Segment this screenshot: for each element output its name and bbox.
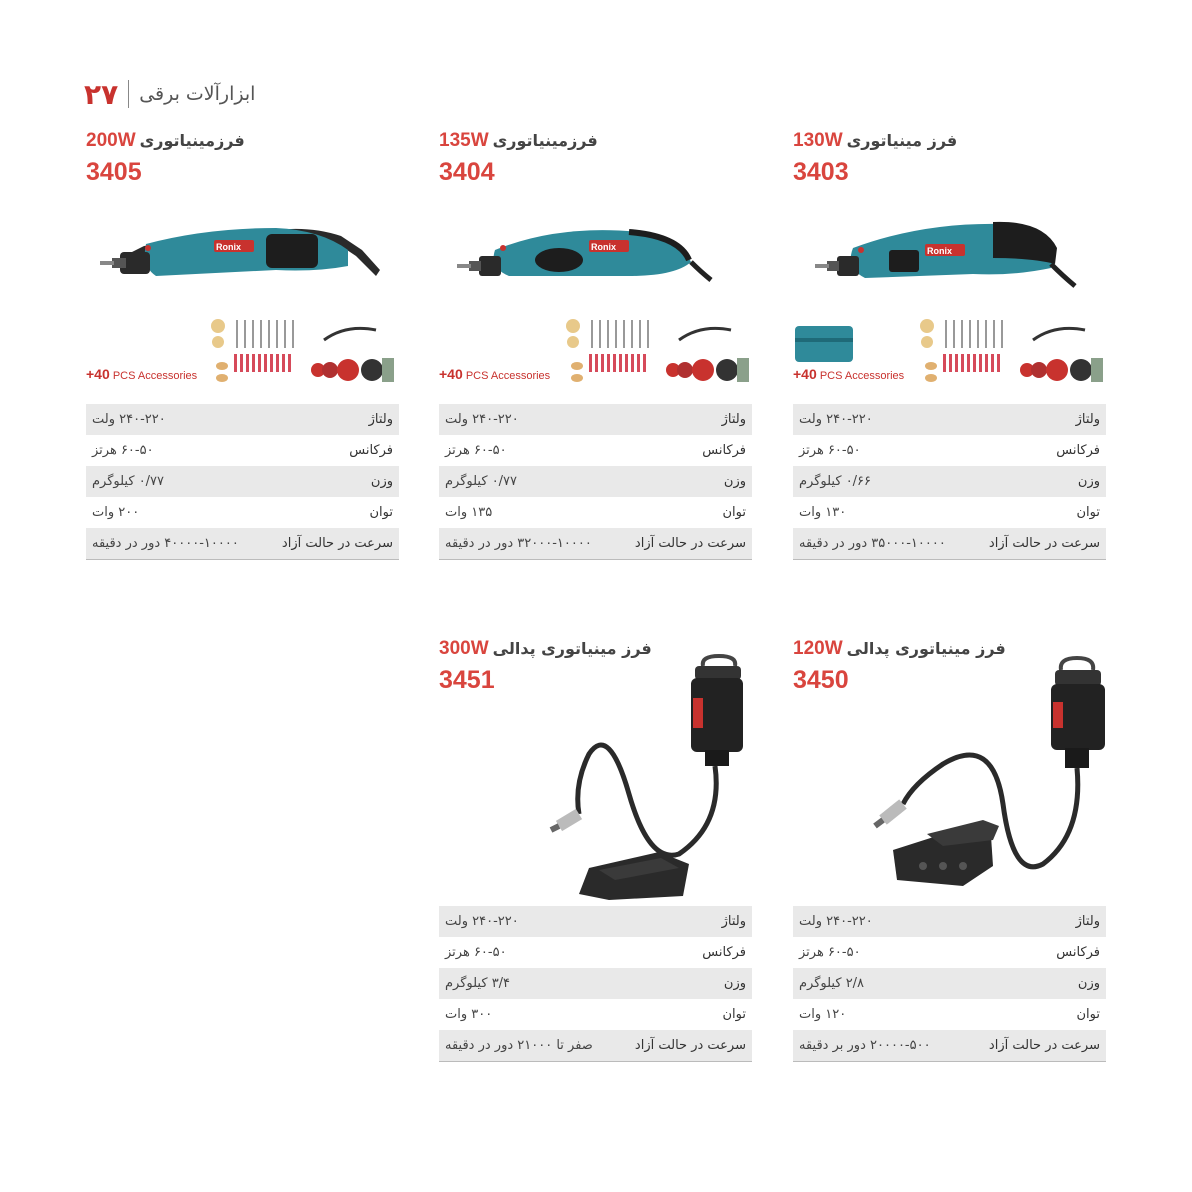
accessories-label — [439, 366, 550, 382]
spec-row — [793, 435, 1106, 466]
product-title — [439, 130, 752, 160]
product-wattage: 135W — [439, 130, 489, 151]
spec-value: ۲۴۰-۲۲۰ ولت — [445, 914, 519, 929]
spec-value: ۳۲۰۰۰-۱۰۰۰۰ دور در دقیقه — [445, 536, 592, 551]
accessories-panel — [793, 316, 1106, 388]
product-card-3451 — [439, 638, 752, 1068]
spec-label: توان — [1076, 1007, 1100, 1022]
spec-row — [86, 435, 399, 466]
spec-row — [793, 404, 1106, 435]
product-model: 3403 — [793, 158, 849, 186]
pendant-grinder-image — [439, 654, 752, 904]
product-name: فرز مینیاتوری — [846, 131, 958, 150]
spec-label: توان — [722, 505, 746, 520]
accessories-text: PCS Accessories — [819, 370, 905, 382]
accessories-label — [793, 366, 904, 382]
spec-row — [439, 466, 752, 497]
product-model: 3451 — [439, 666, 495, 694]
spec-value: ۲/۸ کیلوگرم — [799, 976, 865, 991]
product-title — [86, 130, 399, 160]
spec-row — [439, 1030, 752, 1061]
spec-label: وزن — [1077, 474, 1100, 489]
spec-value: ۶۰-۵۰ هرتز — [445, 945, 507, 960]
spec-row — [793, 497, 1106, 528]
spec-table — [86, 404, 399, 560]
page-number: ۲۷ — [84, 77, 119, 111]
product-card-3405 — [86, 130, 399, 570]
rotary-tool-image — [439, 206, 752, 306]
accessories-text: PCS Accessories — [112, 370, 198, 382]
product-name: فرزمینیاتوری — [139, 131, 245, 150]
spec-row — [793, 906, 1106, 937]
product-name: فرز مینیاتوری پدالی — [492, 639, 652, 658]
spec-row — [439, 999, 752, 1030]
spec-row — [793, 968, 1106, 999]
product-card-3450 — [793, 638, 1106, 1068]
spec-value: ۰/۶۶ کیلوگرم — [799, 474, 872, 489]
spec-label: ولتاژ — [721, 914, 746, 929]
spec-value: ۳۰۰ وات — [445, 1007, 493, 1022]
accessories-label — [86, 366, 197, 382]
product-wattage: 300W — [439, 638, 489, 659]
spec-row — [439, 404, 752, 435]
page-header — [84, 76, 255, 112]
spec-value: ۲۴۰-۲۲۰ ولت — [799, 412, 873, 427]
product-model: 3450 — [793, 666, 849, 694]
spec-row — [86, 497, 399, 528]
spec-value: ۱۳۵ وات — [445, 505, 493, 520]
spec-label: فرکانس — [702, 945, 746, 960]
spec-row — [793, 999, 1106, 1030]
spec-value: ۰/۷۷ کیلوگرم — [92, 474, 165, 489]
spec-value: ۰/۷۷ کیلوگرم — [445, 474, 518, 489]
rotary-tool-image — [793, 206, 1106, 306]
accessories-count: +40 — [793, 366, 817, 382]
spec-label: توان — [369, 505, 393, 520]
spec-label: سرعت در حالت آزاد — [988, 536, 1100, 551]
accessories-text: PCS Accessories — [465, 370, 551, 382]
rotary-tool-image — [86, 206, 399, 306]
spec-value: ۲۰۰ وات — [92, 505, 140, 520]
accessories-panel — [439, 316, 752, 388]
spec-label: توان — [1076, 505, 1100, 520]
product-title — [793, 130, 1106, 160]
spec-value: ۶۰-۵۰ هرتز — [445, 443, 507, 458]
spec-row — [793, 466, 1106, 497]
product-model: 3405 — [86, 158, 142, 186]
spec-label: ولتاژ — [1075, 914, 1100, 929]
product-card-3404 — [439, 130, 752, 570]
spec-value: ۶۰-۵۰ هرتز — [799, 443, 861, 458]
spec-value: ۳/۴ کیلوگرم — [445, 976, 511, 991]
spec-label: فرکانس — [702, 443, 746, 458]
spec-row — [439, 435, 752, 466]
pendant-grinder-image — [793, 654, 1106, 904]
spec-row — [793, 528, 1106, 559]
spec-row — [793, 937, 1106, 968]
spec-label: وزن — [723, 976, 746, 991]
spec-label: سرعت در حالت آزاد — [988, 1038, 1100, 1053]
svg-text:Ronix: Ronix — [591, 242, 617, 252]
spec-value: ۴۰۰۰۰-۱۰۰۰۰ دور در دقیقه — [92, 536, 239, 551]
spec-label: وزن — [1077, 976, 1100, 991]
accessories-count: +40 — [439, 366, 463, 382]
accessories-count: +40 — [86, 366, 110, 382]
spec-value: ۶۰-۵۰ هرتز — [92, 443, 154, 458]
spec-label: وزن — [370, 474, 393, 489]
svg-text:Ronix: Ronix — [927, 246, 953, 256]
spec-label: ولتاژ — [721, 412, 746, 427]
spec-value: ۳۵۰۰۰-۱۰۰۰۰ دور در دقیقه — [799, 536, 946, 551]
spec-value: ۱۳۰ وات — [799, 505, 847, 520]
spec-value: ۲۰۰۰۰-۵۰۰ دور بر دقیقه — [799, 1038, 931, 1053]
product-card-3403 — [793, 130, 1106, 570]
accessories-panel — [86, 316, 399, 388]
spec-label: فرکانس — [1056, 945, 1100, 960]
spec-label: توان — [722, 1007, 746, 1022]
spec-table — [439, 906, 752, 1062]
spec-label: سرعت در حالت آزاد — [634, 536, 746, 551]
spec-row — [86, 404, 399, 435]
header-divider — [128, 80, 129, 108]
spec-row — [439, 497, 752, 528]
spec-value: ۲۴۰-۲۲۰ ولت — [92, 412, 166, 427]
product-wattage: 200W — [86, 130, 136, 151]
spec-label: سرعت در حالت آزاد — [281, 536, 393, 551]
product-name: فرز مینیاتوری پدالی — [846, 639, 1006, 658]
spec-label: سرعت در حالت آزاد — [634, 1038, 746, 1053]
spec-table — [439, 404, 752, 560]
spec-value: ۱۲۰ وات — [799, 1007, 847, 1022]
spec-row — [439, 937, 752, 968]
spec-row — [439, 906, 752, 937]
spec-label: وزن — [723, 474, 746, 489]
spec-value: ۲۴۰-۲۲۰ ولت — [799, 914, 873, 929]
product-name: فرزمینیاتوری — [492, 131, 598, 150]
spec-row — [86, 528, 399, 559]
spec-row — [793, 1030, 1106, 1061]
spec-row — [439, 968, 752, 999]
spec-label: فرکانس — [1056, 443, 1100, 458]
spec-row — [439, 528, 752, 559]
spec-table — [793, 404, 1106, 560]
spec-label: ولتاژ — [1075, 412, 1100, 427]
spec-label: ولتاژ — [368, 412, 393, 427]
spec-value: ۶۰-۵۰ هرتز — [799, 945, 861, 960]
page-title: ابزارآلات برقی — [139, 83, 256, 105]
svg-text:Ronix: Ronix — [216, 242, 242, 252]
spec-value: صفر تا ۲۱۰۰۰ دور در دقیقه — [445, 1038, 593, 1053]
spec-table — [793, 906, 1106, 1062]
product-wattage: 120W — [793, 638, 843, 659]
product-wattage: 130W — [793, 130, 843, 151]
spec-row — [86, 466, 399, 497]
product-model: 3404 — [439, 158, 495, 186]
spec-label: فرکانس — [349, 443, 393, 458]
spec-value: ۲۴۰-۲۲۰ ولت — [445, 412, 519, 427]
